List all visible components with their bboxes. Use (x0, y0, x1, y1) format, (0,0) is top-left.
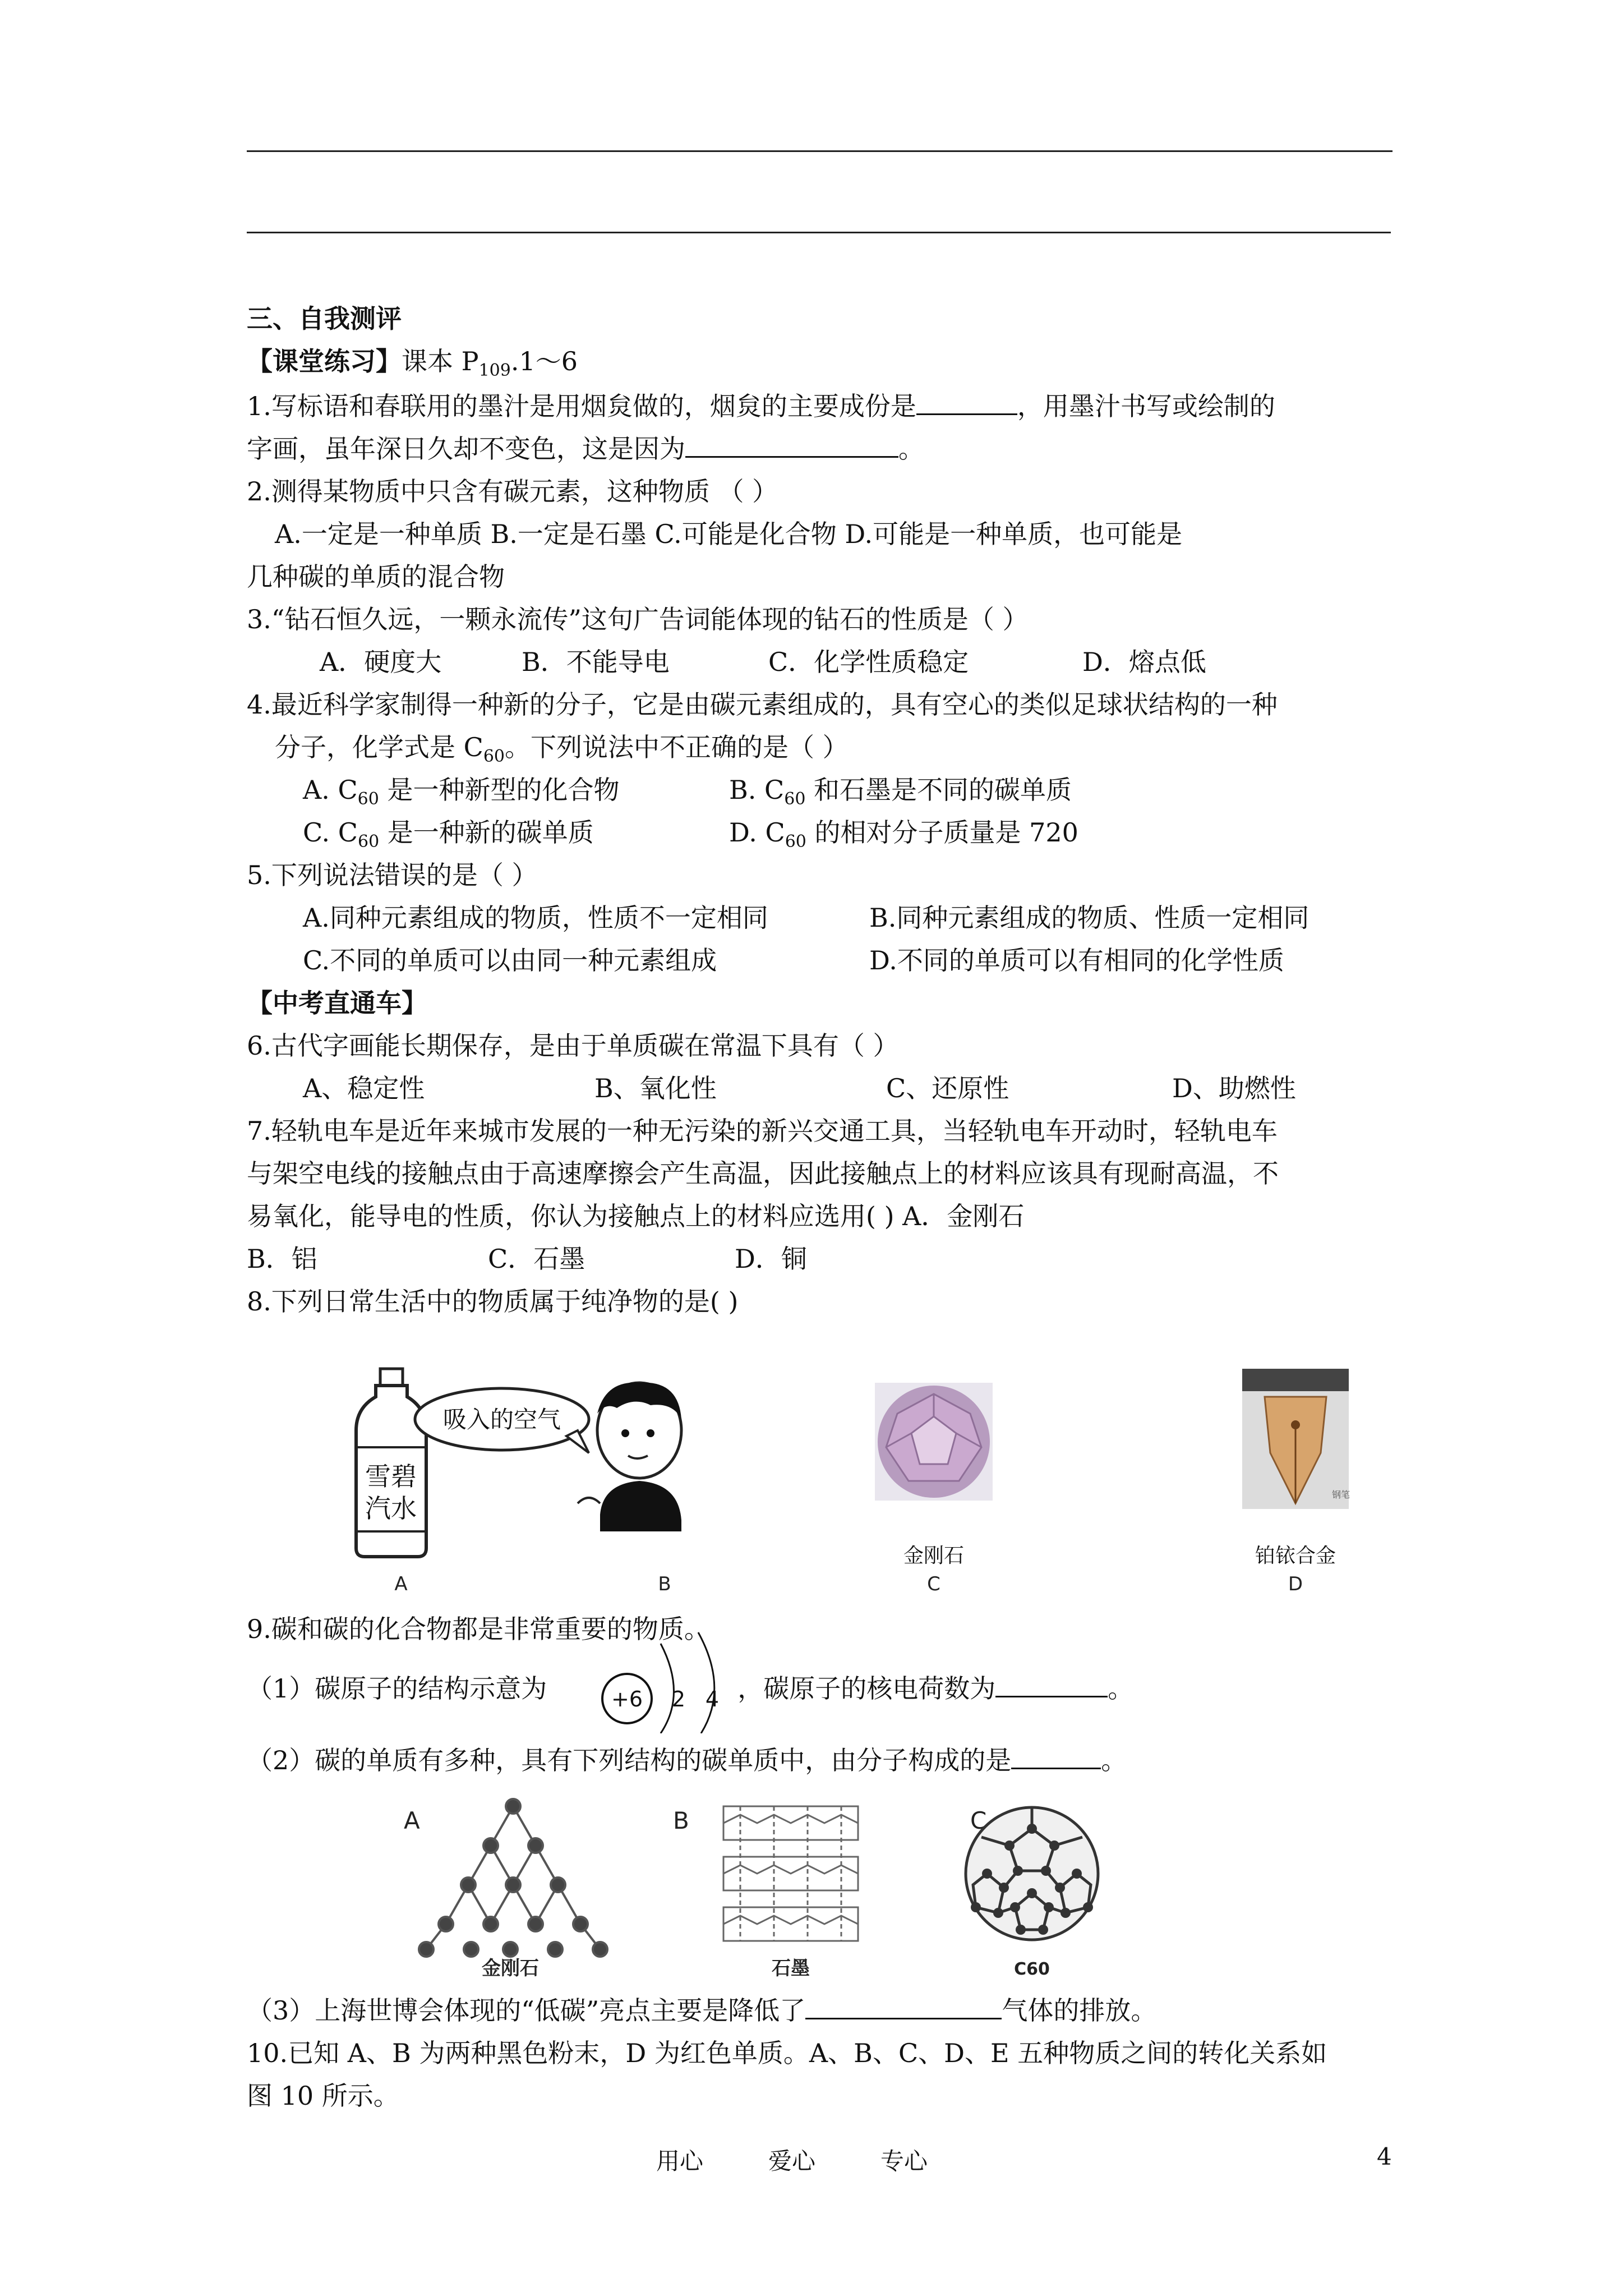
carbon-atom-diagram (594, 1627, 763, 1733)
pic-label-c: C (927, 1573, 940, 1593)
q9-part3 (247, 1989, 1156, 2032)
atom-nucleus-label: +6 (611, 1687, 643, 1711)
answer-line-1 (247, 150, 1393, 152)
breathing-boy-picture (415, 1383, 681, 1531)
q4-text-a: 分子，化学式是 C (275, 732, 483, 762)
q4-option-a: A. $C_{60}$ 是一种新型的化合物 (303, 775, 620, 809)
q9-blank-2[interactable] (1011, 1742, 1101, 1769)
q9-p2-text-a: （2）碳的单质有多种，具有下列结构的碳单质中，由分子构成的是 (247, 1745, 1012, 1775)
pic-label-d: D (1288, 1573, 1303, 1593)
pen-tiny-label: 钢笔 (1332, 1489, 1350, 1500)
exam-heading: 【中考直通车】 (247, 988, 427, 1018)
q10-line2: 图 10 所示。 (247, 2081, 399, 2111)
q3-option-d: D．熔点低 (1082, 647, 1206, 677)
struct-caption-c: C60 (1014, 1959, 1050, 1979)
struct-label-b: B (673, 1807, 689, 1834)
q4-option-b: B. $C_{60}$ 和石墨是不同的碳单质 (729, 775, 1072, 809)
q9-p3-text-a: （3）上海世博会体现的“低碳”亮点主要是降低了 (247, 1995, 806, 2026)
q9-p1-text-b: ，碳原子的核电荷数为 (737, 1673, 996, 1704)
q9-stem: 9.碳和碳的化合物都是非常重要的物质。 (247, 1614, 710, 1644)
bottle-label-2: 汽水 (365, 1493, 417, 1524)
q1-blank-1[interactable] (916, 388, 1017, 415)
q4-option-c: C. $C_{60}$ 是一种新的碳单质 (303, 817, 594, 852)
pic-label-a: A (394, 1573, 408, 1593)
q2-options-tail: 几种碳的单质的混合物 (247, 562, 505, 592)
q9-blank-1[interactable] (995, 1670, 1108, 1697)
q3-option-b: B．不能导电 (522, 647, 670, 677)
pen-nib-picture (1242, 1369, 1350, 1567)
q7-line1: 7.轻轨电车是近年来城市发展的一种无污染的新兴交通工具，当轻轨电车开动时，轻轨电车 (247, 1116, 1278, 1146)
q5-stem: 5.下列说法错误的是（ ） (247, 860, 538, 890)
q1-text-b: ，用墨汁书写或绘制的 (1017, 391, 1275, 421)
q1-text-a: 1.写标语和春联用的墨汁是用烟炱做的，烟炱的主要成份是 (247, 391, 916, 421)
q1-text-d: 。 (898, 434, 924, 464)
pen-caption: 铂铱合金 (1255, 1544, 1336, 1567)
q6-option-b: B、氧化性 (594, 1073, 717, 1103)
q10-line1: 10.已知 A、B 为两种黑色粉末，D 为红色单质。A、B、C、D、E 五种物质之间的转化关系如 (247, 2038, 1327, 2068)
q3-option-a: A．硬度大 (320, 647, 442, 677)
q9-p1-text-c: 。 (1108, 1673, 1134, 1704)
q3-option-c: C．化学性质稳定 (768, 647, 969, 677)
q6-stem: 6.古代字画能长期保存，是由于单质碳在常温下具有（ ） (247, 1030, 899, 1061)
struct-label-a: A (404, 1807, 420, 1834)
answer-line-2 (247, 232, 1391, 233)
q5-option-a: A.同种元素组成的物质，性质不一定相同 (303, 903, 768, 933)
diamond-picture (875, 1383, 993, 1567)
q9-p2-text-b: 。 (1101, 1745, 1127, 1775)
q6-option-d: D、助燃性 (1172, 1073, 1296, 1103)
practice-ref-sub: 109 (478, 361, 511, 380)
q8-stem: 8.下列日常生活中的物质属于纯净物的是( ) (247, 1286, 739, 1317)
atom-shell-2: 4 (705, 1687, 720, 1711)
q1-line2 (247, 427, 924, 470)
bubble-text: 吸入的空气 (442, 1406, 561, 1433)
page-number: 4 (1377, 2143, 1392, 2170)
q4-option-d: D. $C_{60}$ 的相对分子质量是 720 (729, 817, 1078, 852)
q1-line1 (247, 385, 1275, 427)
section-title: 三、自我测评 (247, 303, 402, 334)
q7-line3: 易氧化，能导电的性质，你认为接触点上的材料应选用( ) A．金刚石 (247, 1201, 1025, 1231)
atom-shell-1: 2 (671, 1687, 686, 1711)
q7-option-c: C．石墨 (488, 1244, 585, 1274)
q4-sub: 60 (483, 747, 505, 766)
q1-text-c: 字画，虽年深日久却不变色，这是因为 (247, 434, 685, 464)
graphite-layer-model (723, 1806, 858, 1941)
practice-ref: 课本 P (402, 346, 479, 376)
q9-blank-3[interactable] (805, 1992, 1002, 2019)
q7-option-b: B．铝 (247, 1244, 317, 1274)
pic-label-b: B (658, 1573, 671, 1593)
struct-label-c: C (970, 1807, 987, 1834)
q2-stem: 2.测得某物质中只含有碳元素，这种物质 （ ） (247, 476, 778, 507)
q2-options: A.一定是一种单质 B.一定是石墨 C.可能是化合物 D.可能是一种单质，也可能是 (275, 519, 1183, 549)
footer-motto-1: 用心 (656, 2147, 704, 2175)
q5-option-b: B.同种元素组成的物质、性质一定相同 (869, 903, 1310, 933)
q7-option-d: D．铜 (735, 1244, 807, 1274)
practice-tag: 【课堂练习】 (247, 346, 402, 376)
q9-p3-text-b: 气体的排放。 (1002, 1995, 1157, 2026)
q3-stem: 3.“钻石恒久远，一颗永流传”这句广告词能体现的钻石的性质是（ ） (247, 604, 1029, 634)
soda-bottle-picture (356, 1369, 426, 1557)
q4-text-b: 。下列说法中不正确的是（ ） (505, 732, 849, 762)
q8-picture-strip (336, 1363, 1363, 1593)
footer-motto-2: 爱心 (768, 2147, 816, 2175)
q1-blank-2[interactable] (685, 430, 898, 458)
q7-line2: 与架空电线的接触点由于高速摩擦会产生高温，因此接触点上的材料应该具有现耐高温，不 (247, 1158, 1279, 1189)
q6-option-a: A、稳定性 (303, 1073, 425, 1103)
carbon-structures-figure (393, 1795, 1122, 1980)
q4-line1: 4.最近科学家制得一种新的分子，它是由碳元素组成的，具有空心的类似足球状结构的一种 (247, 689, 1278, 720)
footer-motto-3: 专心 (880, 2147, 928, 2175)
q5-option-d: D.不同的单质可以有相同的化学性质 (869, 945, 1284, 976)
q5-option-c: C.不同的单质可以由同一种元素组成 (303, 945, 717, 976)
struct-caption-a: 金刚石 (482, 1957, 539, 1980)
q9-p1-text-a: （1）碳原子的结构示意为 (247, 1673, 547, 1704)
practice-ref-tail: .1～6 (510, 346, 578, 376)
diamond-caption: 金刚石 (903, 1544, 965, 1567)
struct-caption-b: 石墨 (772, 1957, 810, 1980)
c60-ball-model (966, 1807, 1098, 1940)
bottle-label-1: 雪碧 (365, 1461, 417, 1492)
diamond-lattice-model (419, 1799, 607, 1957)
q6-option-c: C、还原性 (886, 1073, 1009, 1103)
q9-part2 (247, 1739, 1127, 1782)
